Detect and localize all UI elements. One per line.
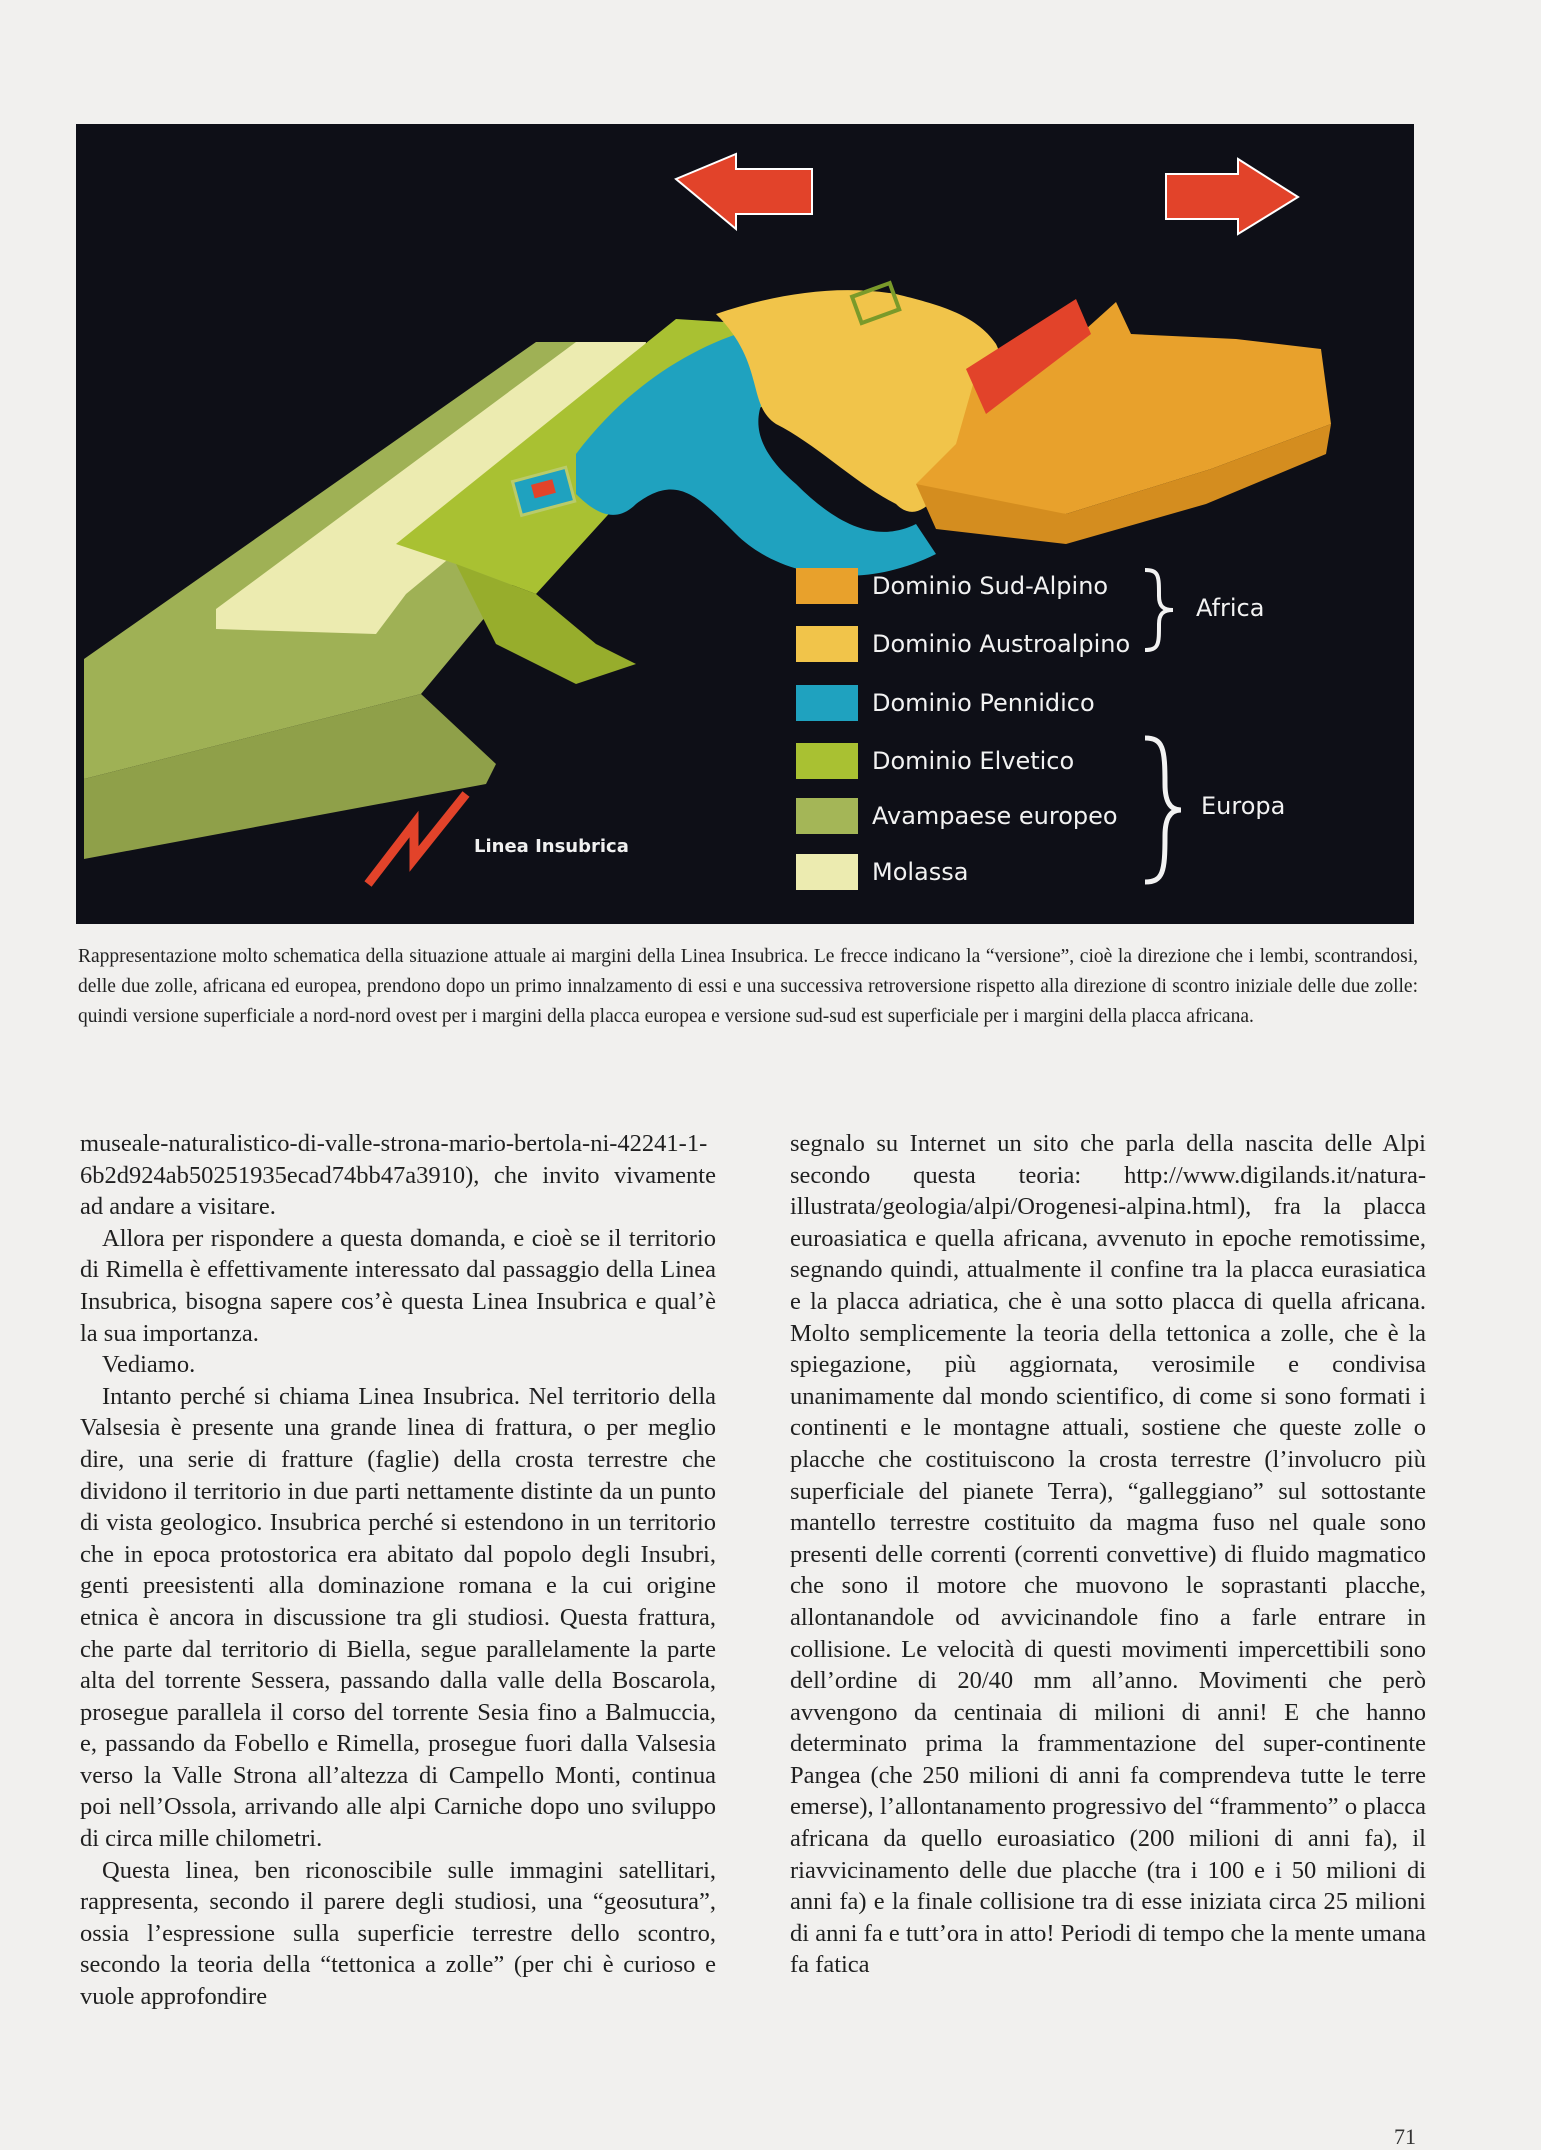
linea-insubrica-icon [368,794,466,884]
figure-caption: Rappresentazione molto schematica della situazione attuale ai margini della Linea Insubrica. Le frecce indicano la “versione”, cioè la direzione che i lembi, scontrandosi, delle due zolle, africana ed europea, prendono dopo un primo innalzamento di essi e una successiva retroversione rispetto alla direzione di scontro iniziale delle due zolle: quindi versione superficiale a nord-nord ovest per i margini della placca europea e versione sud-sud est superficiale per i margini della placca africana. [78,946,1418,1027]
text-column-right [790,1128,1426,1981]
arrow-left-icon [676,154,812,229]
legend-label: Dominio Sud-Alpino [872,572,1109,600]
europa-brace-icon [1141,734,1187,886]
legend-label: Avampaese europeo [872,802,1118,830]
legend-label: Dominio Austroalpino [872,630,1131,658]
legend-swatch [796,854,858,890]
paragraph: segnalo su Internet un sito che parla della nascita delle Alpi secondo questa teoria: http://www.digilands.it/natura-illustrata/geologia/alpi/Orogenesi-alpina.html), fra la placca euroasiatica e quella africana, avvenuto in epoche remotissime, segnando quindi, attualmente il confine tra la placca eurasiatica e la placca adriatica, che è una sotto placca di quella africana. Molto semplicemente la teoria della tettonica a zolle, che è la spiegazione, più aggiornata, verosimile e condivisa unanimamente dal mondo scientifico, di come si sono formati i continenti e le montagne attuali, sostiene che queste zolle o placche che costituiscono la crosta terrestre (l’involucro più superficiale del pianete Terra), “galleggiano” sul sottostante mantello terrestre costituito da magma fuso nel quale sono presenti delle correnti (correnti convettive) di fluido magmatico che sono il motore che muovono le soprastanti placche, allontanandole od avvicinandole fino a farle entrare in collisione. Le velocità di questi movimenti impercettibili sono dell’ordine di 20/40 mm all’anno. Movimenti che però avvengono da centinaia di milioni di anni! E che hanno determinato prima la frammentazione del super-continente Pangea (che 250 milioni di anni fa comprendeva tutte le terre emerse), l’allontanamento progressivo del “frammento” o placca africana da quello euroasiatico (200 milioni di anni fa), il riavvicinamento delle due placche (tra i 100 e i 50 milioni di anni fa) e la finale collisione tra di esse iniziata circa 25 milioni di anni fa e tutt’ora in atto! Periodi di tempo che la mente umana fa fatica [790,1130,1426,1979]
legend-swatch [796,798,858,834]
text-column-left [80,1128,716,2013]
legend-item-sud-alpino [796,564,1108,608]
legend-swatch [796,743,858,779]
page-number: 71 [1394,2124,1416,2149]
legend-label: Dominio Pennidico [872,689,1095,717]
paragraph: Intanto perché si chiama Linea Insubrica. Nel territorio della Valsesia è presente una grande linea di frattura, o per meglio dire, una serie di fratture (faglie) della crosta terrestre che dividono il territorio in due parti nettamente distinte da un punto di vista geologico. Insubrica perché si estendono in un territorio che in epoca protostorica era abitato dal popolo degli Insubri, genti preesistenti alla dominazione romana e la cui origine etnica è ancora in discussione tra gli studiosi. Questa frattura, che parte dal territorio di Biella, segue parallelamente la parte alta del torrente Sessera, passando dalla valle della Boscarola, prosegue parallela il corso del torrente Sesia fino a Balmuccia, e, passando da Fobello e Rimella, prosegue fuori dalla Valsesia verso la Valle Strona all’altezza di Campello Monti, continua poi nell’Ossola, arrivando alle alpi Carniche dopo uno sviluppo di circa mille chilometri. [80,1382,716,1853]
geology-figure [76,124,1414,924]
legend-label: Molassa [872,858,969,886]
legend-item-austroalpino [796,622,1130,666]
legend-item-elvetico [796,739,1074,783]
legend-swatch [796,685,858,721]
paragraph: Allora per rispondere a questa domanda, e cioè se il territorio di Rimella è effettivamente interessato dal passaggio della Linea Insubrica, bisogna sapere cos’è questa Linea Insubrica e qual’è la sua importanza. [80,1224,716,1347]
paragraph: museale-naturalistico-di-valle-strona-mario-bertola-ni-42241-1-6b2d924ab50251935ecad74bb47a3910), che invito vivamente ad andare a visitare. [80,1130,716,1221]
paragraph: Vediamo. [102,1351,196,1379]
group-europa-label: Europa [1201,792,1286,820]
linea-insubrica-label: Linea Insubrica [474,836,629,857]
legend-item-avampaese [796,794,1118,838]
legend-swatch [796,626,858,662]
group-africa-label: Africa [1196,594,1265,622]
figure-legend [796,564,1356,914]
arrow-right-icon [1166,159,1298,234]
legend-item-molassa [796,850,968,894]
legend-item-pennidico [796,681,1095,725]
legend-swatch [796,568,858,604]
legend-label: Dominio Elvetico [872,747,1075,775]
africa-brace-icon [1141,566,1181,654]
paragraph: Questa linea, ben riconoscibile sulle immagini satellitari, rappresenta, secondo il parere degli studiosi, una “geosutura”, ossia l’espressione sulla superficie terrestre dello scontro, secondo la teoria della “tettonica a zolle” (per chi è curioso e vuole approfondire [80,1856,716,2011]
